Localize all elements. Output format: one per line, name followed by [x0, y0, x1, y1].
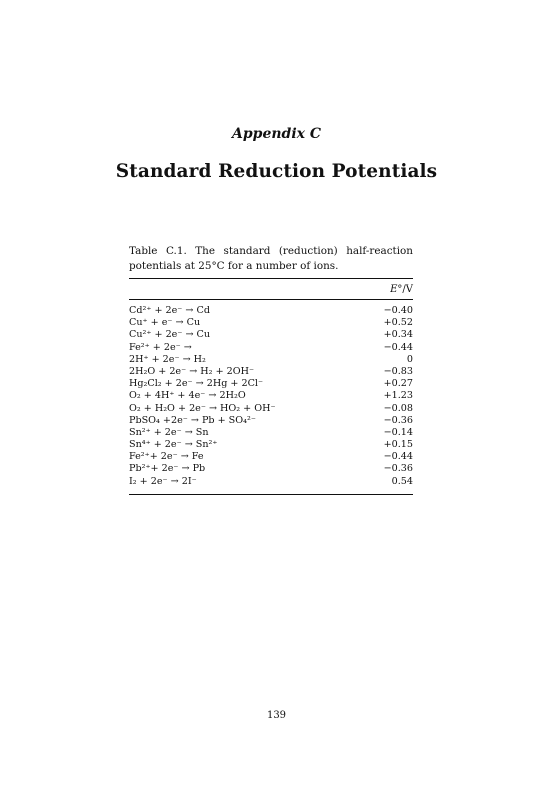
potential-cell: −0.36 [383, 463, 413, 475]
potential-cell: −0.83 [383, 365, 413, 377]
reaction-cell: Cu⁺ + e⁻ → Cu [129, 317, 201, 329]
reaction-cell: Cd²⁺ + 2e⁻ → Cd [129, 305, 210, 316]
reaction-cell: 2H₂O + 2e⁻ → H₂ + 2OH⁻ [129, 365, 255, 377]
potential-cell: −0.44 [383, 451, 413, 463]
appendix-label: Appendix C [232, 126, 321, 142]
table-row [129, 354, 413, 366]
reaction-cell: Sn²⁺ + 2e⁻ → Sn [129, 426, 209, 438]
potential-cell: 0 [406, 353, 413, 365]
page-number: 139 [266, 710, 287, 721]
potential-cell: −0.40 [383, 305, 413, 316]
reaction-cell: Sn⁴⁺ + 2e⁻ → Sn²⁺ [129, 439, 218, 451]
potential-column-header [129, 284, 413, 295]
table-bottom-rule [129, 494, 413, 495]
potential-cell: +0.27 [383, 378, 413, 390]
reaction-cell: Pb²⁺+ 2e⁻ → Pb [129, 463, 206, 475]
table-row [129, 390, 413, 402]
chapter-title: Standard Reduction Potentials [115, 161, 438, 182]
table-row [129, 427, 413, 439]
table-row [129, 342, 413, 354]
potential-cell: −0.14 [383, 426, 413, 438]
table-row [129, 317, 413, 329]
potential-cell: +0.15 [383, 439, 413, 451]
caption-line-2: potentials at 25°C for a number of ions. [129, 259, 339, 272]
table-row [129, 463, 413, 475]
reaction-cell: PbSO₄ +2e⁻ → Pb + SO₄²⁻ [129, 414, 256, 426]
reaction-cell: O₂ + H₂O + 2e⁻ → HO₂ + OH⁻ [129, 402, 276, 414]
potential-cell: −0.36 [383, 414, 413, 426]
reaction-cell: Hg₂Cl₂ + 2e⁻ → 2Hg + 2Cl⁻ [129, 378, 264, 390]
table-row [129, 329, 413, 341]
table-row [129, 451, 413, 463]
potential-unit: /V [402, 284, 413, 295]
potential-cell: 0.54 [391, 475, 413, 487]
reaction-cell: I₂ + 2e⁻ → 2I⁻ [129, 475, 197, 487]
potential-cell: +0.34 [383, 329, 413, 341]
caption-line-1: Table C.1. The standard (reduction) half-reaction [129, 245, 413, 257]
reaction-cell: Cu²⁺ + 2e⁻ → Cu [129, 329, 211, 341]
potential-cell: −0.08 [383, 402, 413, 414]
table-caption [129, 244, 413, 273]
table-row [129, 366, 413, 378]
table-row [129, 476, 413, 488]
table-top-rule [129, 278, 413, 279]
reaction-cell: Fe²⁺+ 2e⁻ → Fe [129, 451, 204, 463]
table-row [129, 403, 413, 415]
table-row [129, 415, 413, 427]
potential-symbol: E° [390, 284, 403, 295]
reaction-cell: O₂ + 4H⁺ + 4e⁻ → 2H₂O [129, 390, 246, 402]
potential-cell: +0.52 [383, 317, 413, 329]
potential-cell: +1.23 [383, 390, 413, 402]
table-row [129, 378, 413, 390]
reaction-cell: Fe²⁺ + 2e⁻ → [129, 341, 192, 353]
table-row [129, 439, 413, 451]
table-header-rule [129, 299, 413, 300]
reaction-cell: 2H⁺ + 2e⁻ → H₂ [129, 353, 206, 365]
table-body [129, 305, 413, 488]
table-row [129, 305, 413, 317]
potential-cell: −0.44 [383, 341, 413, 353]
